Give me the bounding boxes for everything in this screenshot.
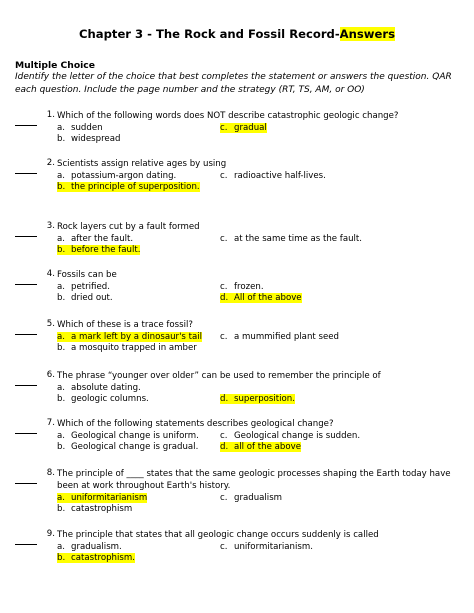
option-letter: b. <box>57 504 66 514</box>
option-letter: a. <box>57 281 65 292</box>
question-number: 9. <box>46 529 55 539</box>
question-stem: The phrase “younger over older” can be used to remember the principle of <box>57 371 381 381</box>
option-letter: b. <box>57 394 66 404</box>
answer-blank[interactable] <box>15 118 37 126</box>
option-text: uniformitarianism. <box>234 541 313 552</box>
option-text: absolute dating. <box>71 382 141 393</box>
option-letter: c. <box>220 122 228 133</box>
question-stem: Which of these is a trace fossil? <box>57 320 193 330</box>
answer-option-correct <box>57 332 202 342</box>
option-text: catastrophism <box>71 504 133 514</box>
question-number: 5. <box>46 319 55 329</box>
option-content <box>57 542 122 552</box>
option-content <box>57 234 133 244</box>
question-number: 7. <box>46 418 55 428</box>
answer-option <box>220 234 362 244</box>
option-letter: d. <box>220 293 229 303</box>
option-letter: c. <box>220 233 228 244</box>
correct-answer-highlight <box>57 332 202 342</box>
question-stem: The principle that states that all geologic change occurs suddenly is called <box>57 530 379 540</box>
answer-option-correct <box>57 553 135 563</box>
question-number: 6. <box>46 370 55 380</box>
question-stem: The principle of ____ states that the same geologic processes shaping the Earth today have been at work throughout Earth's history. <box>57 469 451 491</box>
option-letter: a. <box>57 233 65 244</box>
option-text: sudden <box>71 122 103 133</box>
answer-option <box>57 394 149 404</box>
option-text: gradualism <box>234 492 283 503</box>
instructions-text: Identify the letter of the choice that best completes the statement or answers the question. QAR each question. Include the page number and the strategy (RT, TS, AM, or OO) <box>15 72 452 95</box>
option-text: a mark left by a dinosaur's tail <box>71 331 203 342</box>
answer-option <box>57 504 132 514</box>
option-text: petrified. <box>71 281 110 292</box>
option-text: Geological change is gradual. <box>71 442 199 452</box>
answer-option <box>220 282 264 292</box>
option-content <box>57 431 199 441</box>
option-letter: b. <box>57 293 66 303</box>
option-text: Geological change is uniform. <box>71 430 199 441</box>
option-text: geologic columns. <box>71 394 149 404</box>
option-content <box>57 343 197 353</box>
option-content <box>57 282 110 292</box>
option-text: after the fault. <box>71 233 134 244</box>
question-number: 4. <box>46 269 55 279</box>
answer-option <box>57 282 110 292</box>
option-letter: c. <box>220 492 228 503</box>
option-letter: b. <box>57 134 66 144</box>
option-content <box>220 332 339 342</box>
answer-option <box>57 234 133 244</box>
option-content <box>220 431 360 441</box>
option-text: all of the above <box>234 442 301 452</box>
option-text: potassium-argon dating. <box>71 170 177 181</box>
option-letter: b. <box>57 182 66 192</box>
option-content <box>57 123 103 133</box>
option-text: All of the above <box>234 293 302 303</box>
answer-blank[interactable] <box>15 476 37 484</box>
option-letter: a. <box>57 382 65 393</box>
option-text: at the same time as the fault. <box>234 233 363 244</box>
option-content <box>220 282 264 292</box>
option-text: radioactive half-lives. <box>234 170 326 181</box>
option-text: before the fault. <box>71 245 141 255</box>
option-letter: a. <box>57 541 65 552</box>
answer-option-correct <box>220 293 302 303</box>
answer-option <box>57 383 141 393</box>
option-content <box>220 171 326 181</box>
option-text: gradualism. <box>71 541 122 552</box>
answer-blank[interactable] <box>15 378 37 386</box>
answer-option-correct <box>220 394 295 404</box>
option-letter: b. <box>57 442 66 452</box>
question-stem: Rock layers cut by a fault formed <box>57 222 200 232</box>
correct-answer-highlight <box>220 123 267 133</box>
answer-option <box>57 542 122 552</box>
answer-blank[interactable] <box>15 327 37 335</box>
answer-option <box>57 293 113 303</box>
option-text: dried out. <box>71 293 113 303</box>
option-letter: c. <box>220 430 228 441</box>
answer-blank[interactable] <box>15 537 37 545</box>
option-content <box>57 394 149 404</box>
option-content <box>220 234 362 244</box>
question-number: 8. <box>46 468 55 478</box>
option-content <box>57 171 176 181</box>
option-content <box>57 504 132 514</box>
answer-option <box>220 431 360 441</box>
option-text: gradual <box>234 122 267 133</box>
answer-option-correct <box>57 245 140 255</box>
question-number: 3. <box>46 221 55 231</box>
correct-answer-highlight <box>57 553 135 563</box>
answer-option <box>57 343 197 353</box>
question-stem: Fossils can be <box>57 270 117 280</box>
correct-answer-highlight <box>57 493 147 503</box>
option-letter: a. <box>57 430 65 441</box>
option-letter: a. <box>57 331 65 342</box>
answer-option <box>57 123 103 133</box>
correct-answer-highlight <box>57 245 140 255</box>
answer-option-correct <box>220 442 301 452</box>
answer-option <box>57 171 176 181</box>
title-main: Chapter 3 - The Rock and Fossil Record- <box>79 27 340 41</box>
option-letter: c. <box>220 170 228 181</box>
option-letter: b. <box>57 343 66 353</box>
correct-answer-highlight <box>220 293 302 303</box>
option-text: a mosquito trapped in amber <box>71 343 197 353</box>
page-title <box>0 27 474 41</box>
answer-option <box>220 493 282 503</box>
answer-blank[interactable] <box>15 166 37 174</box>
option-letter: d. <box>220 394 229 404</box>
option-letter: b. <box>57 553 66 563</box>
option-content <box>57 134 120 144</box>
option-letter: a. <box>57 170 65 181</box>
answer-blank[interactable] <box>15 229 37 237</box>
correct-answer-highlight <box>57 182 200 192</box>
section-heading: Multiple Choice <box>15 60 95 71</box>
answer-option <box>57 442 198 452</box>
option-letter: b. <box>57 245 66 255</box>
option-text: uniformitarianism <box>71 492 148 503</box>
correct-answer-highlight <box>220 442 301 452</box>
correct-answer-highlight <box>220 394 295 404</box>
question-stem: Which of the following statements describes geological change? <box>57 419 334 429</box>
answer-option <box>220 171 326 181</box>
option-text: the principle of superposition. <box>71 182 200 192</box>
option-content <box>57 442 198 452</box>
answer-option <box>57 431 199 441</box>
option-letter: a. <box>57 122 65 133</box>
option-text: a mummified plant seed <box>234 331 339 342</box>
option-letter: a. <box>57 492 65 503</box>
answer-blank[interactable] <box>15 426 37 434</box>
answer-option <box>57 134 120 144</box>
question-number: 1. <box>46 110 55 120</box>
option-content <box>220 493 282 503</box>
title-answers-highlight: Answers <box>339 27 395 41</box>
answer-option <box>220 542 313 552</box>
option-text: frozen. <box>234 281 264 292</box>
option-letter: c. <box>220 331 228 342</box>
option-content <box>57 383 141 393</box>
answer-option <box>220 332 339 342</box>
option-letter: c. <box>220 281 228 292</box>
answer-option-correct <box>57 182 200 192</box>
answer-option-correct <box>57 493 147 503</box>
option-text: widespread <box>71 134 121 144</box>
option-text: Geological change is sudden. <box>234 430 361 441</box>
option-content <box>220 542 313 552</box>
question-number: 2. <box>46 158 55 168</box>
option-text: superposition. <box>234 394 295 404</box>
option-letter: d. <box>220 442 229 452</box>
question-stem: Scientists assign relative ages by using <box>57 159 227 169</box>
option-letter: c. <box>220 541 228 552</box>
answer-blank[interactable] <box>15 277 37 285</box>
option-content <box>57 293 113 303</box>
option-text: catastrophism. <box>71 553 135 563</box>
answer-option-correct <box>220 123 267 133</box>
question-stem: Which of the following words does NOT describe catastrophic geologic change? <box>57 111 399 121</box>
